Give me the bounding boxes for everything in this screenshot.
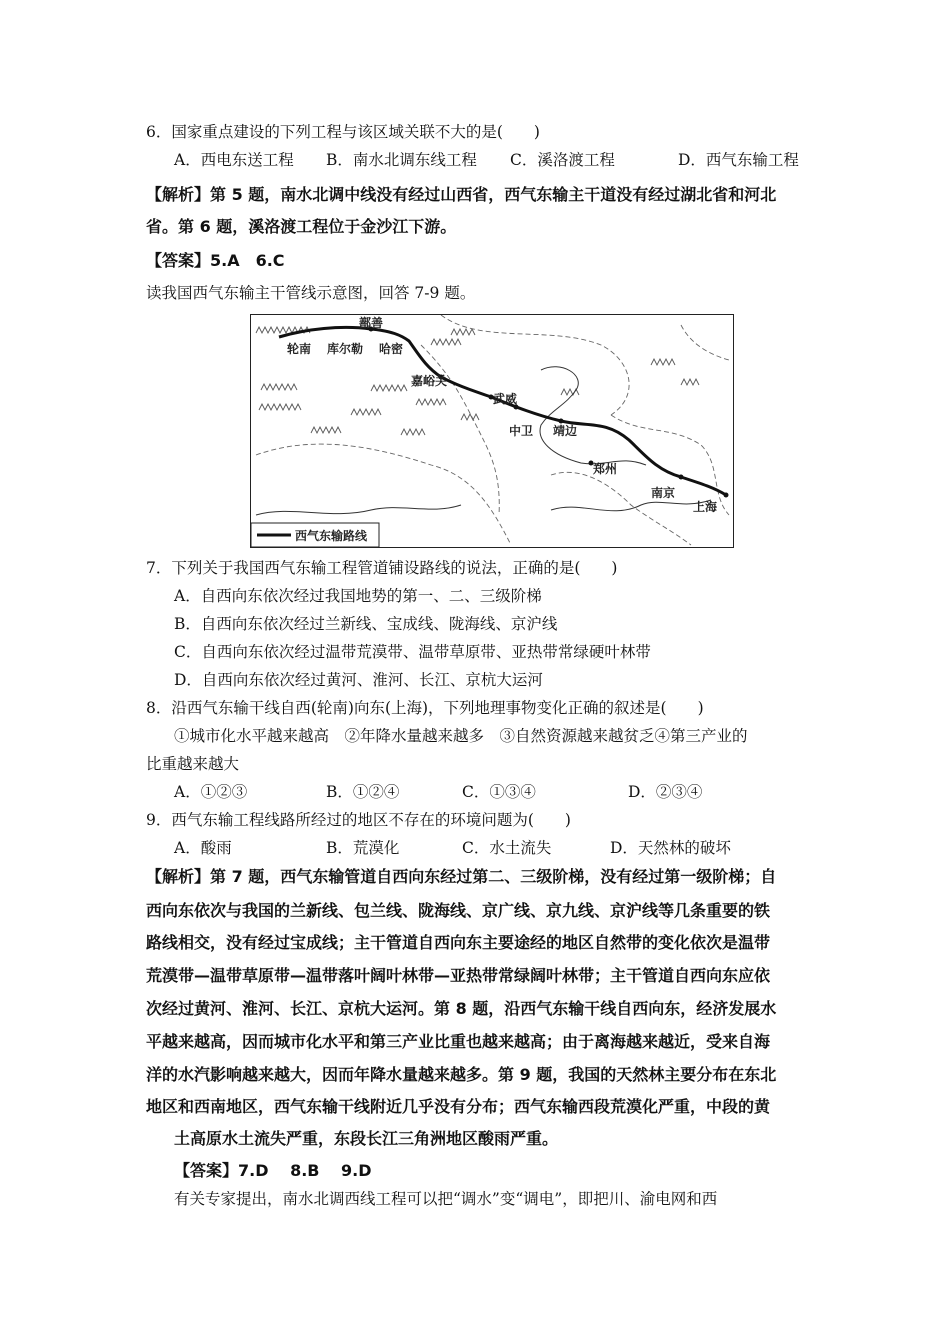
q6-option-c: C．溪洛渡工程 bbox=[510, 151, 615, 169]
q7-stem: 7．下列关于我国西气东输工程管道铺设路线的说法，正确的是( ) bbox=[146, 559, 618, 577]
city-shanghai: 上海 bbox=[693, 500, 718, 514]
q8-stem: 8．沿西气东输干线自西(轮南)向东(上海)，下列地理事物变化正确的叙述是( ) bbox=[146, 699, 704, 717]
q6-option-a: A．西电东送工程 bbox=[174, 151, 294, 169]
q9-stem: 9．西气东输工程线路所经过的地区不存在的环境问题为( ) bbox=[146, 811, 571, 829]
q8-line3: 比重越来越大 bbox=[146, 755, 240, 773]
q9-option-d: D．天然林的破坏 bbox=[610, 839, 731, 857]
analysis1-line2: 省。第 6 题，溪洛渡工程位于金沙江下游。 bbox=[146, 217, 457, 236]
city-zhongwei: 中卫 bbox=[509, 424, 534, 438]
city-korla: 库尔勒 bbox=[327, 342, 364, 356]
q7-option-b: B．自西向东依次经过兰新线、宝成线、陇海线、京沪线 bbox=[174, 615, 558, 633]
q6-option-d: D．西气东输工程 bbox=[678, 151, 799, 169]
legend-label: 西气东输路线 bbox=[295, 529, 368, 543]
q8-option-a: A．①②③ bbox=[174, 783, 248, 801]
analysis2-line7: 洋的水汽影响越来越大，因而年降水量越来越多。第 9 题，我国的天然林主要分布在东北 bbox=[146, 1065, 777, 1084]
city-hami: 哈密 bbox=[379, 342, 404, 356]
analysis2-line2: 西向东依次与我国的兰新线、包兰线、陇海线、京广线、京九线、京沪线等几条重要的铁 bbox=[146, 901, 771, 920]
analysis2-line5: 次经过黄河、淮河、长江、京杭大运河。第 8 题，沿西气东输干线自西向东，经济发展水 bbox=[146, 999, 777, 1018]
q7-option-c: C．自西向东依次经过温带荒漠带、温带草原带、亚热带常绿硬叶林带 bbox=[174, 643, 651, 661]
analysis2-line3: 路线相交，没有经过宝成线；主干管道自西向东主要途经的地区自然带的变化依次是温带 bbox=[146, 933, 771, 952]
mountain-symbols bbox=[256, 327, 699, 435]
q6-option-b: B．南水北调东线工程 bbox=[326, 151, 477, 169]
analysis2-line9: 土高原水土流失严重，东段长江三角洲地区酸雨严重。 bbox=[174, 1129, 559, 1148]
map-legend bbox=[251, 523, 379, 547]
answer1: 【答案】5.A 6.C bbox=[146, 251, 285, 270]
q8-option-c: C．①③④ bbox=[462, 783, 536, 801]
q8-line2: ①城市化水平越来越高 ②年降水量越来越多 ③自然资源越来越贫乏④第三产业的 bbox=[174, 727, 748, 745]
q9-option-c: C．水土流失 bbox=[462, 839, 552, 857]
map-intro: 读我国西气东输主干管线示意图，回答 7-9 题。 bbox=[146, 284, 476, 302]
analysis1-line1: 【解析】第 5 题，南水北调中线没有经过山西省，西气东输主干道没有经过湖北省和河北 bbox=[146, 185, 777, 204]
city-dots bbox=[369, 327, 729, 498]
city-jingbian: 靖边 bbox=[553, 424, 578, 438]
analysis2-line6: 平越来越高，因而城市化水平和第三产业比重也越来越高；由于离海越来越近，受来自海 bbox=[146, 1032, 771, 1051]
q9-option-b: B．荒漠化 bbox=[326, 839, 400, 857]
analysis2-line4: 荒漠带—温带草原带—温带落叶阔叶林带—亚热带常绿阔叶林带；主干管道自西向东应依 bbox=[146, 966, 771, 985]
closing-text: 有关专家提出，南水北调西线工程可以把“调水”变“调电”，即把川、渝电网和西 bbox=[174, 1190, 718, 1208]
q9-option-a: A．酸雨 bbox=[174, 839, 232, 857]
city-nanjing: 南京 bbox=[651, 486, 676, 500]
analysis2-line8: 地区和西南地区，西气东输干线附近几乎没有分布；西气东输西段荒漠化严重，中段的黄 bbox=[146, 1097, 771, 1116]
q8-option-d: D．②③④ bbox=[628, 783, 703, 801]
q7-option-a: A．自西向东依次经过我国地势的第一、二、三级阶梯 bbox=[174, 587, 542, 605]
city-wuwei: 武威 bbox=[493, 392, 518, 406]
answer2: 【答案】7.D 8.B 9.D bbox=[174, 1161, 372, 1180]
city-lunnan: 轮南 bbox=[287, 342, 312, 356]
pipeline-map bbox=[250, 314, 734, 548]
city-jiayuguan: 嘉峪关 bbox=[411, 374, 448, 388]
city-shanshan: 鄯善 bbox=[359, 316, 384, 330]
q7-option-d: D．自西向东依次经过黄河、淮河、长江、京杭大运河 bbox=[174, 671, 543, 689]
q8-option-b: B．①②④ bbox=[326, 783, 400, 801]
q6-stem: 6．国家重点建设的下列工程与该区域关联不大的是( ) bbox=[146, 123, 540, 141]
map-svg bbox=[251, 315, 733, 547]
city-zhengzhou: 郑州 bbox=[593, 462, 618, 476]
analysis2-line1: 【解析】第 7 题，西气东输管道自西向东经过第二、三级阶梯，没有经过第一级阶梯；自 bbox=[146, 867, 777, 886]
